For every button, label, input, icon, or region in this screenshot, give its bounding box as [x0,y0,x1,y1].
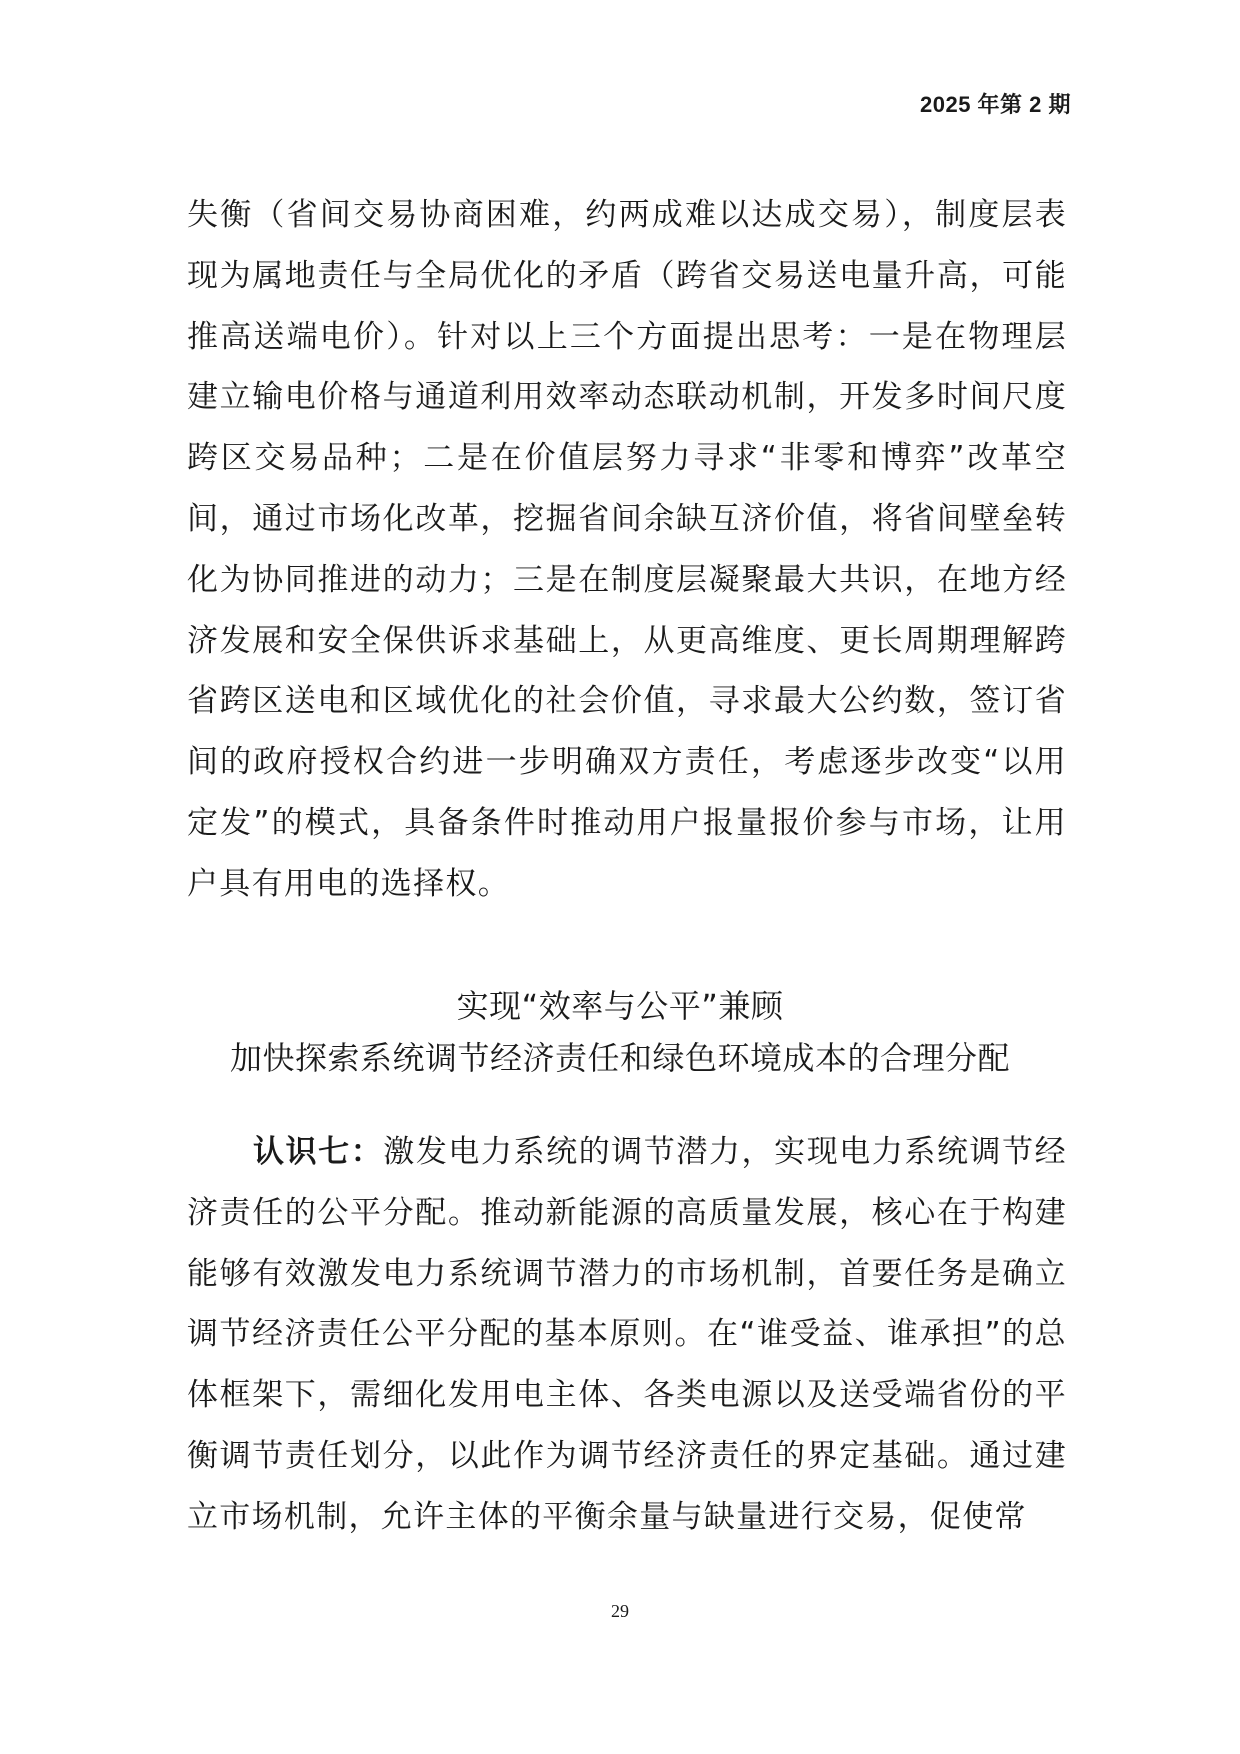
section-heading [150,980,1090,1084]
body-paragraph-1: 失衡（省间交易协商困难，约两成难以达成交易），制度层表现为属地责任与全局优化的矛盾（跨省交易送电量升高，可能推高送端电价）。针对以上三个方面提出思考：一是在物理层建立输电价格与通道利用效率动态联动机制，开发多时间尺度跨区交易品种；二是在价值层努力寻求“非零和博弈”改革空间，通过市场化改革，挖掘省间余缺互济价值，将省间壁垒转化为协同推进的动力；三是在制度层凝聚最大共识，在地方经济发展和安全保供诉求基础上，从更高维度、更长周期理解跨省跨区送电和区域优化的社会价值，寻求最大公约数，签订省间的政府授权合约进一步明确双方责任，考虑逐步改变“以用定发”的模式，具备条件时推动用户报量报价参与市场，让用户具有用电的选择权。 [187,197,1067,902]
paragraph-lead-label: 认识七： [253,1134,384,1170]
section-title-line-1: 实现“效率与公平”兼顾 [456,987,784,1025]
paragraph-2-text: 激发电力系统的调节潜力，实现电力系统调节经济责任的公平分配。推动新能源的高质量发展，核心在于构建能够有效激发电力系统调节潜力的市场机制，首要任务是确立调节经济责任公平分配的基本原则。在“谁受益、谁承担”的总体框架下，需细化发用电主体、各类电源以及送受端省份的平衡调节责任划分，以此作为调节经济责任的界定基础。通过建立市场机制，允许主体的平衡余量与缺量进行交易，促使常 [187,1134,1067,1535]
page-number: 29 [611,1601,629,1621]
issue-label: 2025 年第 2 期 [919,92,1071,117]
body-paragraph-2 [187,1122,1067,1548]
section-title-line-2: 加快探索系统调节经济责任和绿色环境成本的合理分配 [229,1039,1010,1077]
